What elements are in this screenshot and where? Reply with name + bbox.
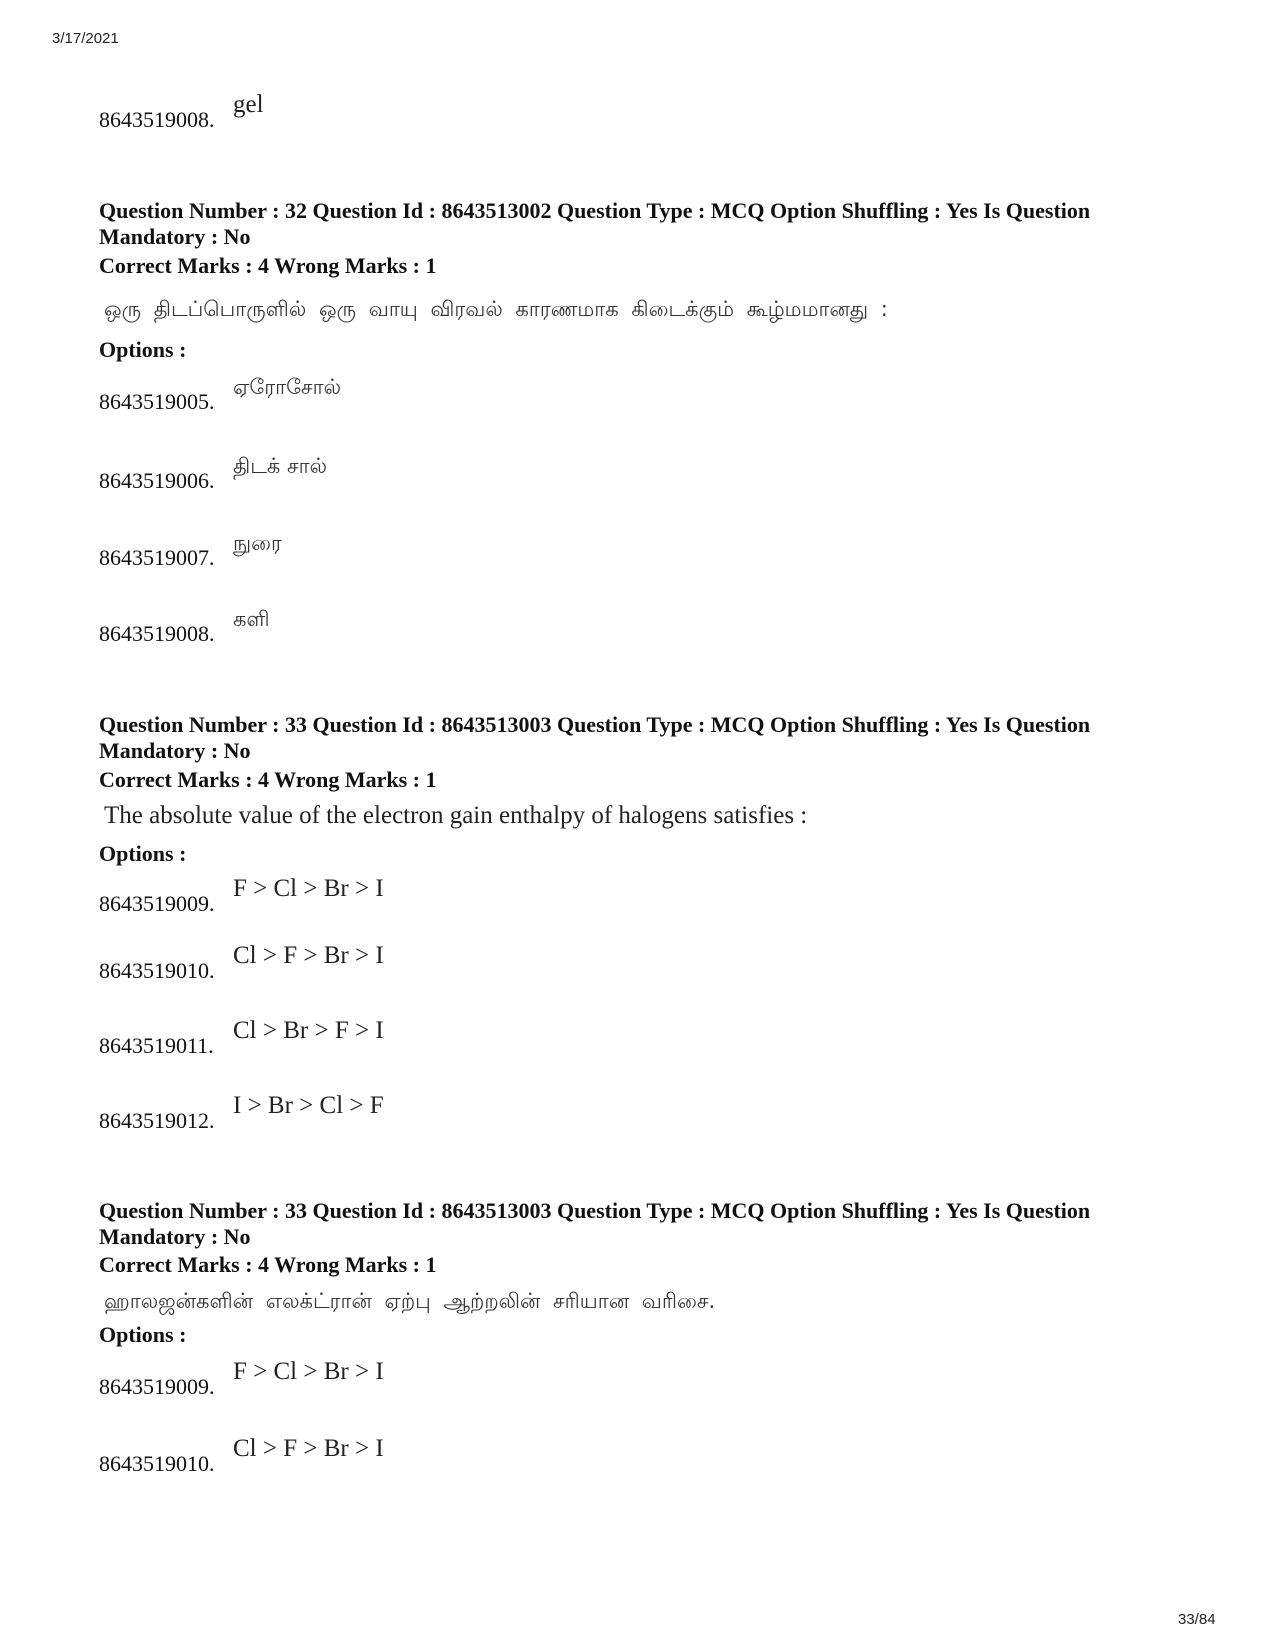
option-text: F > Cl > Br > I [233, 1358, 384, 1385]
options-label: Options : [99, 337, 187, 362]
option-id: 8643519009. [99, 1374, 215, 1399]
option-id: 8643519012. [99, 1108, 215, 1133]
question-header: Question Number : 33 Question Id : 8643513003 Question Type : MCQ Option Shuffling : Yes Is Question Mandatory : No [99, 712, 1091, 763]
option-id: 8643519006. [99, 468, 215, 493]
option-text: ஏரோசோல் [233, 375, 342, 399]
option-id: 8643519011. [99, 1033, 214, 1058]
question-text: ஹாலஜன்களின் எலக்ட்ரான் ஏற்பு ஆற்றலின் சரியான வரிசை. [104, 1289, 716, 1313]
options-label: Options : [99, 841, 187, 866]
question-marks: Correct Marks : 4 Wrong Marks : 1 [99, 767, 437, 792]
option-id: 8643519010. [99, 1451, 215, 1476]
option-id: 8643519010. [99, 958, 215, 983]
question-text: ஒரு திடப்பொருளில் ஒரு வாயு விரவல் காரணமாக கிடைக்கும் கூழ்மமானது : [104, 297, 888, 321]
page-number: 33/84 [1178, 1611, 1216, 1628]
option-text: Cl > Br > F > I [233, 1017, 384, 1044]
option-text: Cl > F > Br > I [233, 1435, 384, 1462]
option-text: களி [233, 607, 270, 631]
question-marks: Correct Marks : 4 Wrong Marks : 1 [99, 253, 437, 278]
option-id: 8643519007. [99, 545, 215, 570]
option-id: 8643519008. [99, 107, 215, 132]
option-id: 8643519005. [99, 389, 215, 414]
option-id: 8643519009. [99, 891, 215, 916]
option-text: நுரை [233, 531, 282, 555]
question-text: The absolute value of the electron gain enthalpy of halogens satisfies : [104, 802, 808, 829]
option-text: gel [233, 91, 264, 118]
question-marks: Correct Marks : 4 Wrong Marks : 1 [99, 1252, 437, 1277]
option-text: F > Cl > Br > I [233, 875, 384, 902]
option-text: Cl > F > Br > I [233, 942, 384, 969]
option-text: திடக் சால் [233, 454, 328, 478]
option-text: I > Br > Cl > F [233, 1092, 384, 1119]
question-header: Question Number : 33 Question Id : 8643513003 Question Type : MCQ Option Shuffling : Yes Is Question Mandatory : No [99, 1198, 1091, 1249]
question-header: Question Number : 32 Question Id : 8643513002 Question Type : MCQ Option Shuffling : Yes Is Question Mandatory : No [99, 198, 1091, 249]
page-date: 3/17/2021 [52, 30, 119, 47]
option-id: 8643519008. [99, 621, 215, 646]
options-label: Options : [99, 1322, 187, 1347]
